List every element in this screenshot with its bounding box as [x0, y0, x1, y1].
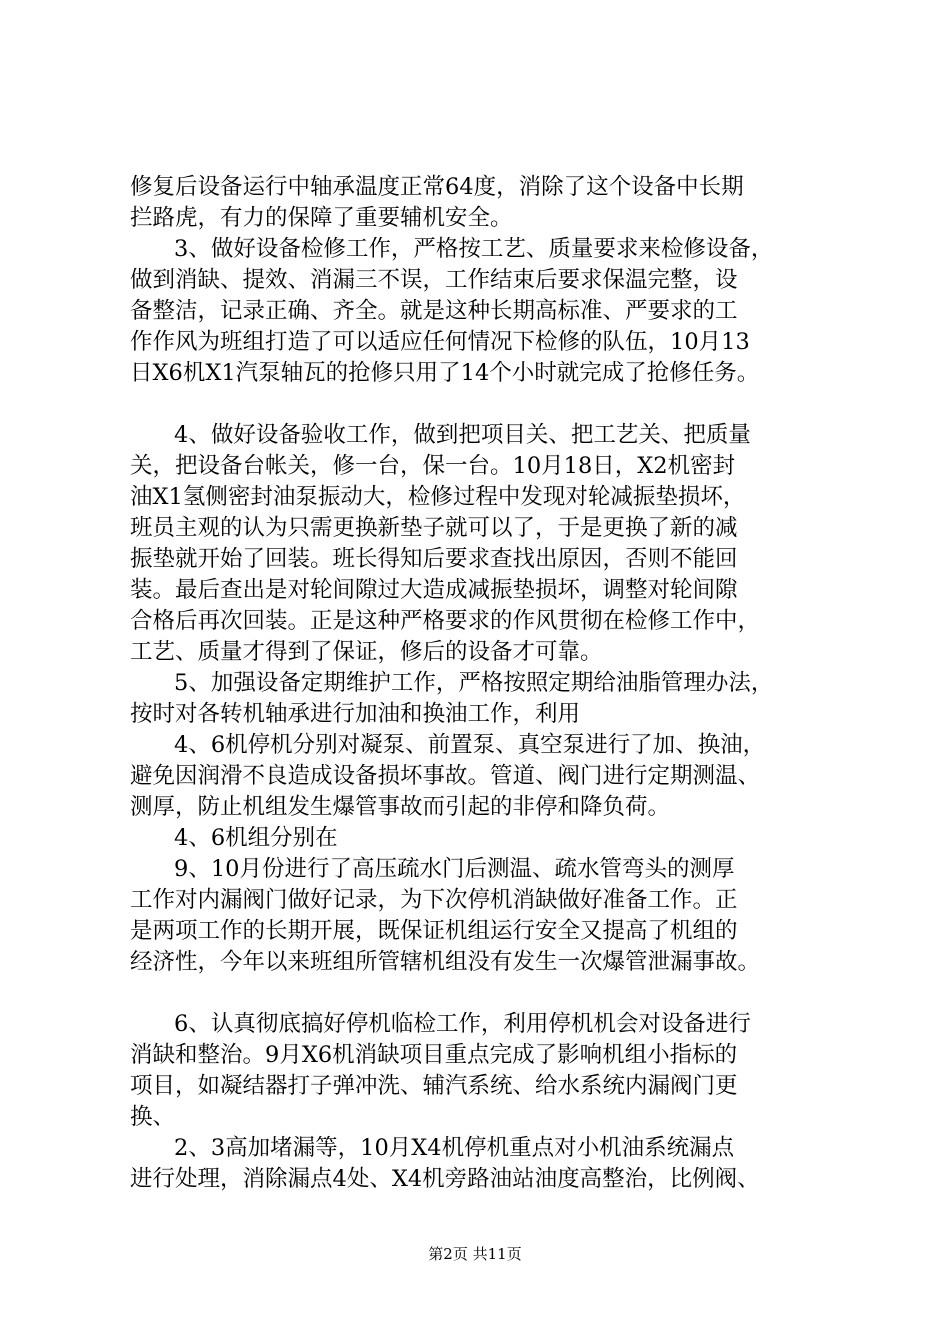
text-line: 做到消缺、提效、消漏三不误，工作结束后要求保温完整，设	[130, 267, 738, 293]
paragraph-start-line: 4、6机组分别在	[174, 825, 338, 851]
text-line: 班员主观的认为只需更换新垫子就可以了，于是更换了新的减	[130, 515, 738, 541]
text-line: 按时对各转机轴承进行加油和换油工作，利用	[130, 701, 581, 727]
paragraph-start-line: 3、做好设备检修工作，严格按工艺、质量要求来检修设备，	[174, 236, 774, 262]
text-line: 油X1氢侧密封油泵振动大，检修过程中发现对轮减振垫损坏，	[130, 484, 746, 510]
paragraph-gap	[130, 978, 842, 1009]
page-number: 第2页 共11页	[428, 1245, 522, 1263]
text-line: 工作对内漏阀门做好记录，为下次停机消缺做好准备工作。正	[130, 887, 738, 913]
text-line: 经济性，今年以来班组所管辖机组没有发生一次爆管泄漏事故。	[130, 949, 761, 975]
text-line: 合格后再次回装。正是这种严格要求的作风贯彻在检修工作中，	[130, 608, 761, 634]
paragraph-start-line: 9、10月份进行了高压疏水门后测温、疏水管弯头的测厚	[174, 856, 735, 882]
paragraph-start-line: 6、认真彻底搞好停机临检工作，利用停机机会对设备进行	[174, 1011, 751, 1037]
text-line: 是两项工作的长期开展，既保证机组运行安全又提高了机组的	[130, 918, 738, 944]
text-line: 装。最后查出是对轮间隙过大造成减振垫损坏，调整对轮间隙	[130, 577, 738, 603]
text-line: 避免因润滑不良造成设备损坏事故。管道、阀门进行定期测温、	[130, 763, 761, 789]
text-line: 换、	[130, 1104, 176, 1130]
text-line: 消缺和整治。9月X6机消缺项目重点完成了影响机组小指标的	[130, 1042, 738, 1068]
paragraph-start-line: 4、做好设备验收工作，做到把项目关、把工艺关、把质量	[174, 422, 751, 448]
text-line: 关，把设备台帐关，修一台，保一台。10月18日，X2机密封	[130, 453, 736, 479]
paragraph-start-line: 4、6机停机分别对凝泵、前置泵、真空泵进行了加、换油，	[174, 732, 766, 758]
text-line: 进行处理，消除漏点4处、X4机旁路油站油度高整治，比例阀、	[130, 1166, 760, 1192]
text-line: 振垫就开始了回装。班长得知后要求查找出原因，否则不能回	[130, 546, 738, 572]
text-line: 项目，如凝结器打子弹冲洗、辅汽系统、给水系统内漏阀门更	[130, 1073, 738, 1099]
text-line: 测厚，防止机组发生爆管事故而引起的非停和降负荷。	[130, 794, 671, 820]
text-line: 拦路虎，有力的保障了重要辅机安全。	[130, 205, 513, 231]
text-line: 修复后设备运行中轴承温度正常64度，消除了这个设备中长期	[130, 174, 744, 200]
text-line: 工艺、质量才得到了保证，修后的设备才可靠。	[130, 639, 603, 665]
paragraph-start-line: 2、3高加堵漏等，10月X4机停机重点对小机油系统漏点	[174, 1135, 735, 1161]
page-footer	[0, 1244, 950, 1264]
text-line: 备整洁，记录正确、齐全。就是这种长期高标准、严要求的工	[130, 298, 738, 324]
text-line: 作作风为班组打造了可以适应任何情况下检修的队伍，10月13	[130, 329, 750, 355]
paragraph-gap	[130, 389, 842, 420]
document-body	[130, 172, 842, 1195]
paragraph-start-line: 5、加强设备定期维护工作，严格按照定期给油脂管理办法，	[174, 670, 774, 696]
text-line: 日X6机X1汽泵轴瓦的抢修只用了14个小时就完成了抢修任务。	[130, 360, 760, 386]
